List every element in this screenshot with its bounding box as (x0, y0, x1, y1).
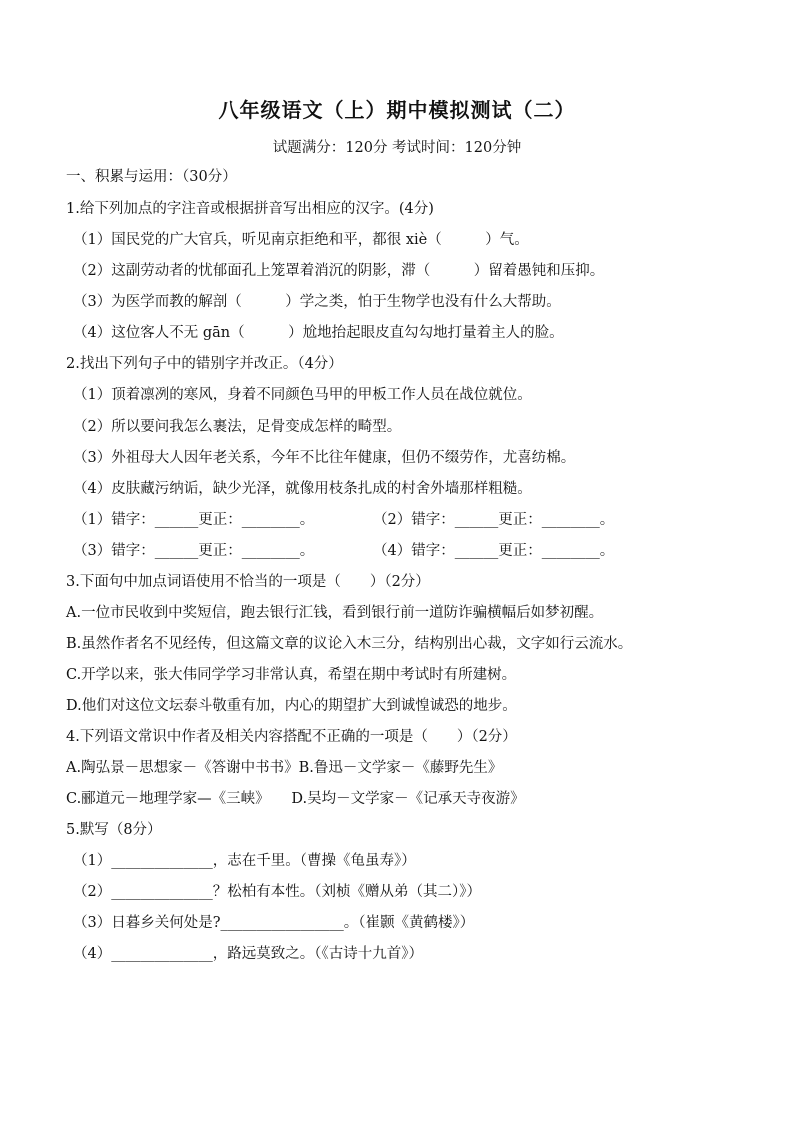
question-stem: 5.默写（8分） (66, 822, 162, 838)
question-stem: 4.下列语文常识中作者及相关内容搭配不正确的一项是（ ）（2分） (66, 729, 517, 745)
question-item: （3）为医学而教的解剖（ ）学之类，怕于生物学也没有什么大帮助。 (73, 294, 561, 310)
question-item: （2）这副劳动者的忧郁面孔上笼罩着消沉的阴影，滞（ ）留着愚钝和压抑。 (73, 263, 605, 279)
question-item: （1）顶着凛冽的寒风，身着不同颜色马甲的甲板工作人员在战位就位。 (73, 387, 532, 403)
exam-info: 试题满分：120分 考试时间：120分钟 (272, 140, 522, 156)
fill-in-item[interactable]: （2）______________？松柏有本性。（刘桢《赠从弟（其二）》） (73, 884, 481, 900)
section-heading: 一、积累与运用：（30分） (66, 169, 237, 185)
answer-blank[interactable]: （2）错字：______更正：________。 (373, 512, 615, 528)
fill-in-item[interactable]: （1）______________，志在千里。（曹操《龟虽寿》） (73, 853, 416, 869)
question-item: （3）外祖母大人因年老关系，今年不比往年健康，但仍不缀劳作，尤喜纺棉。 (73, 450, 576, 466)
question-item: （2）所以要问我怎么裹法，足骨变成怎样的畸型。 (73, 419, 402, 435)
answer-blank[interactable]: （3）错字：______更正：________。 (73, 543, 315, 559)
question-stem: 1.给下列加点的字注音或根据拼音写出相应的汉字。(4分) (66, 201, 434, 217)
answer-blank[interactable]: （1）错字：______更正：________。 (73, 512, 315, 528)
question-stem: 3.下面句中加点词语使用不恰当的一项是（ ）（2分） (66, 574, 430, 590)
question-stem: 2.找出下列句子中的错别字并改正。（4分） (66, 356, 343, 372)
option-d: D.他们对这位文坛泰斗敬重有加，内心的期望扩大到诚惶诚恐的地步。 (66, 698, 517, 714)
fill-in-item[interactable]: （4）______________，路远莫致之。（《古诗十九首》） (73, 946, 423, 962)
option-a: A.一位市民收到中奖短信，跑去银行汇钱，看到银行前一道防诈骗横幅后如梦初醒。 (66, 605, 604, 621)
option-c: C.开学以来，张大伟同学学习非常认真，希望在期中考试时有所建树。 (66, 667, 517, 683)
question-item: （4）皮肤藏污纳诟，缺少光泽，就像用枝条扎成的村舍外墙那样粗糙。 (73, 481, 532, 497)
option-b: B.虽然作者名不见经传，但这篇文章的议论入木三分，结构别出心裁，文字如行云流水。 (66, 636, 633, 652)
question-item: （4）这位客人不无 gān（ ）尬地抬起眼皮直勾勾地打量着主人的脸。 (73, 325, 564, 341)
fill-in-item[interactable]: （3）日暮乡关何处是?_________________。（崔颢《黄鹤楼》） (73, 915, 475, 931)
question-item: （1）国民党的广大官兵，听见南京拒绝和平，都很 xiè（ ）气。 (73, 232, 529, 248)
answer-blank[interactable]: （4）错字：______更正：________。 (373, 543, 615, 559)
option-row: C.郦道元－地理学家—《三峡》 D.吴均－文学家－《记承天寺夜游》 (66, 791, 525, 807)
page-title: 八年级语文（上）期中模拟测试（二） (218, 98, 576, 122)
option-row: A.陶弘景－思想家－《答谢中书书》B.鲁迅－文学家－《藤野先生》 (66, 760, 503, 776)
